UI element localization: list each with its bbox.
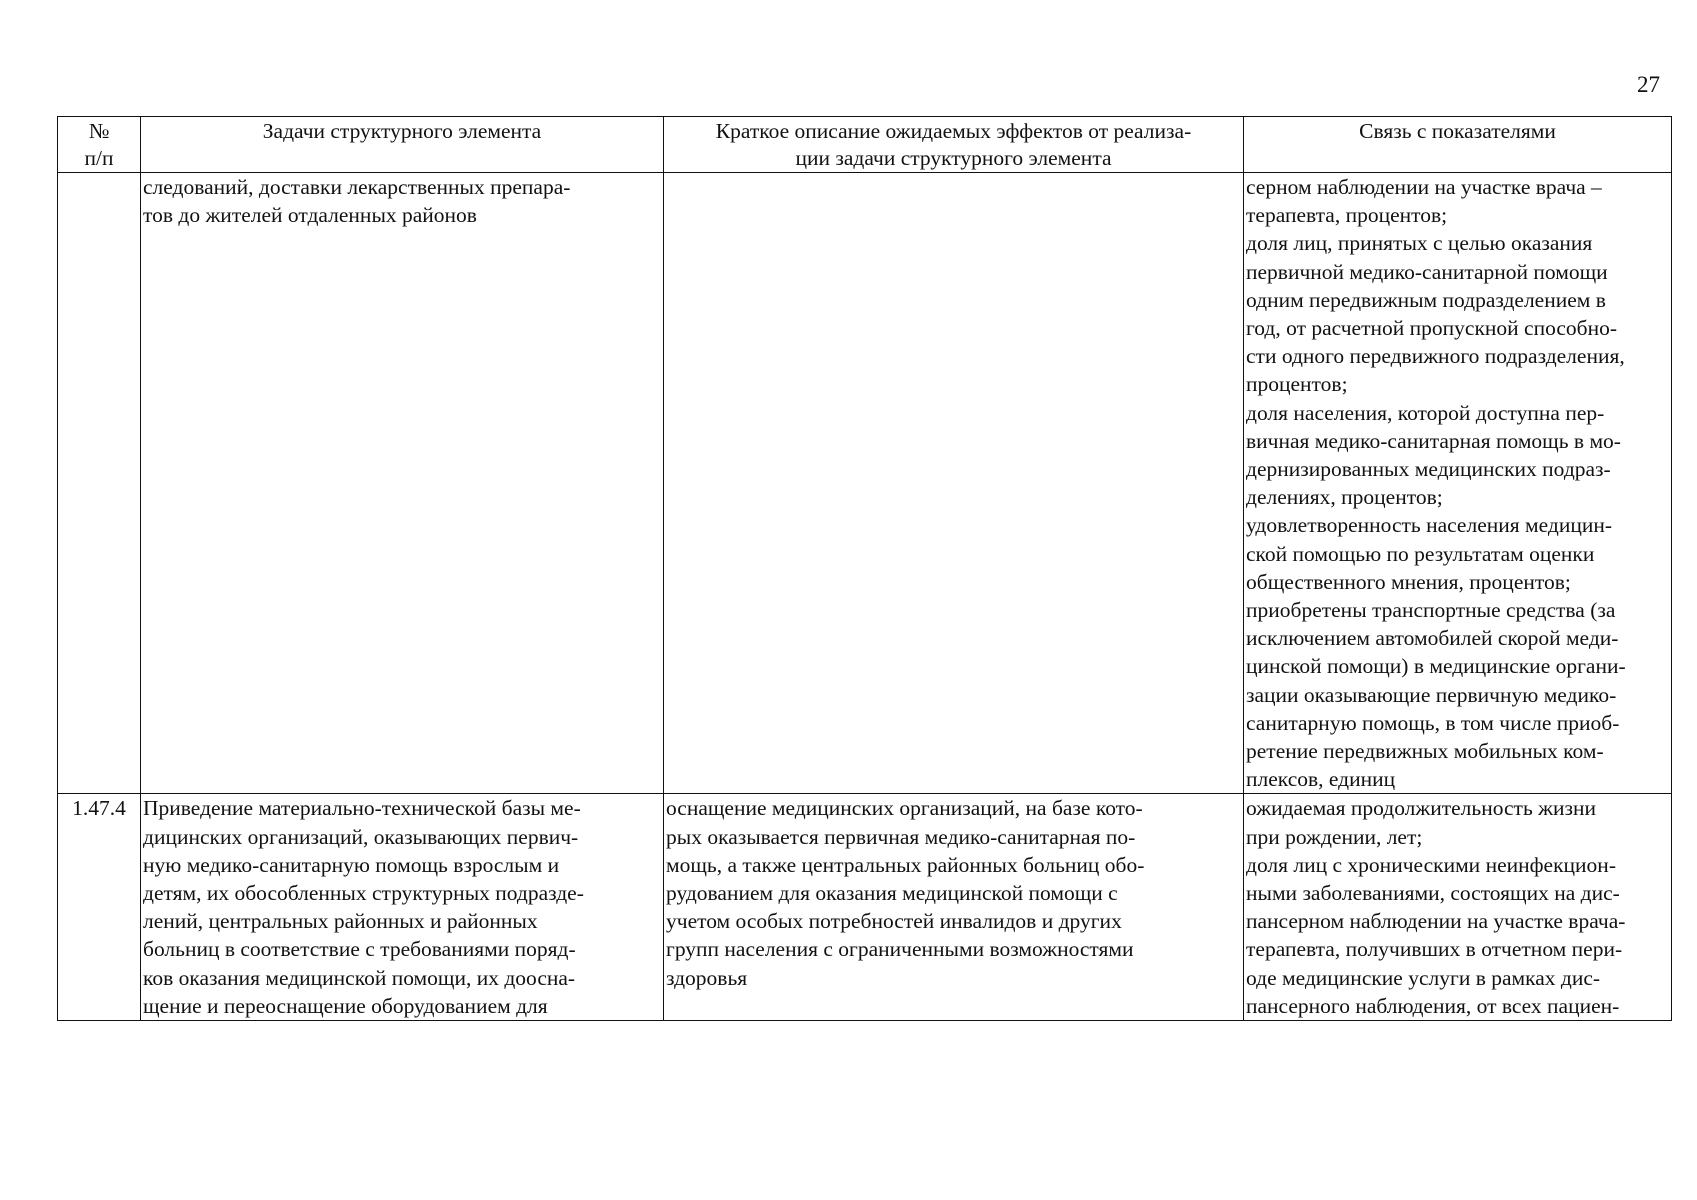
effects-cell <box>664 173 1244 794</box>
text-line: цинской помощи) в медицинские органи- <box>1246 654 1626 679</box>
text-line: при рождении, лет; <box>1246 824 1423 849</box>
table-row <box>58 173 1672 794</box>
indicators-cell <box>1244 173 1672 794</box>
header-tasks <box>141 117 664 173</box>
text-line: пансерном наблюдении на участке врача- <box>1246 909 1626 934</box>
text-line: Краткое описание ожидаемых эффектов от реализа- <box>715 119 1192 143</box>
text-line: доля лиц, принятых с целью оказания <box>1246 231 1593 256</box>
structural-element-table <box>57 116 1672 1021</box>
text-line: ков оказания медицинской помощи, их доосна- <box>143 965 576 990</box>
text-line: одним передвижным подразделением в <box>1246 287 1606 312</box>
text-line: доля населения, которой доступна пер- <box>1246 400 1605 425</box>
text-line: лений, центральных районных и районных <box>143 909 538 934</box>
text-line: детям, их обособленных структурных подразде- <box>143 881 584 906</box>
text-line: учетом особых потребностей инвалидов и других <box>666 909 1122 934</box>
text-line: плексов, единиц <box>1246 767 1396 792</box>
table-body <box>58 173 1672 1021</box>
header-number <box>58 117 141 173</box>
text-line: терапевта, процентов; <box>1246 203 1448 228</box>
text-line: рудованием для оказания медицинской помощи с <box>666 881 1118 906</box>
text-line: вичная медико-санитарная помощь в мо- <box>1246 428 1621 453</box>
text-line: Задачи структурного элемента <box>262 119 542 143</box>
text-line: делениях, процентов; <box>1246 485 1443 510</box>
text-line: сти одного передвижного подразделения, <box>1246 344 1625 369</box>
text-line: исключением автомобилей скорой меди- <box>1246 626 1619 651</box>
text-line: серном наблюдении на участке врача – <box>1246 175 1602 199</box>
row-number <box>58 173 141 794</box>
text-line: оснащение медицинских организаций, на базе кото- <box>666 796 1143 821</box>
text-line: следований, доставки лекарственных препара- <box>143 175 571 199</box>
text-line: ную медико-санитарную помощь взрослым и <box>143 852 560 877</box>
text-line: доля лиц с хроническими неинфекцион- <box>1246 852 1616 877</box>
table-row <box>58 794 1672 1021</box>
text-line: ными заболеваниями, состоящих на дис- <box>1246 881 1620 906</box>
table-header <box>58 117 1672 173</box>
header-indicators <box>1244 117 1672 173</box>
text-line: пансерного наблюдения, от всех пациен- <box>1246 993 1620 1018</box>
task-cell <box>141 794 664 1021</box>
text-line: зации оказывающие первичную медико- <box>1246 682 1617 707</box>
text-line: больниц в соответствие с требованиями поряд- <box>143 937 576 962</box>
text-line: ской помощью по результатам оценки <box>1246 541 1595 566</box>
text-line: общественного мнения, процентов; <box>1246 569 1571 594</box>
header-effects <box>664 117 1244 173</box>
text-line: дицинских организаций, оказывающих первич- <box>143 824 579 849</box>
text-line: дернизированных медицинских подраз- <box>1246 457 1611 482</box>
text-line: год, от расчетной пропускной способно- <box>1246 316 1618 341</box>
effects-cell <box>664 794 1244 1021</box>
text-line: щение и переоснащение оборудованием для <box>143 993 548 1018</box>
header-row <box>58 117 1672 173</box>
text-line: № <box>88 119 110 143</box>
text-line: мощь, а также центральных районных больниц обо- <box>666 852 1145 877</box>
indicators-cell <box>1244 794 1672 1021</box>
text-line: рых оказывается первичная медико-санитарная по- <box>666 824 1136 849</box>
text-line: оде медицинские услуги в рамках дис- <box>1246 965 1601 990</box>
text-line: санитарную помощь, в том числе приоб- <box>1246 710 1620 735</box>
text-line: процентов; <box>1246 372 1348 397</box>
text-line: ции задачи структурного элемента <box>795 146 1112 170</box>
text-line: ожидаемая продолжительность жизни <box>1246 796 1596 821</box>
task-cell <box>141 173 664 794</box>
page-number: 27 <box>1637 72 1660 97</box>
text-line: терапевта, получивших в отчетном пери- <box>1246 937 1623 962</box>
text-line: Приведение материально-технической базы ме- <box>143 796 581 821</box>
text-line: здоровья <box>666 965 748 990</box>
text-line: удовлетворенность населения медицин- <box>1246 513 1613 538</box>
text-line: ретение передвижных мобильных ком- <box>1246 739 1604 764</box>
text-line: приобретены транспортные средства (за <box>1246 598 1616 623</box>
text-line: первичной медико-санитарной помощи <box>1246 259 1608 284</box>
text-line: групп населения с ограниченными возможностями <box>666 937 1134 962</box>
text-line: п/п <box>84 146 114 170</box>
text-line: тов до жителей отдаленных районов <box>143 203 477 228</box>
text-line: Связь с показателями <box>1359 119 1556 143</box>
row-number: 1.47.4 <box>58 794 141 1021</box>
